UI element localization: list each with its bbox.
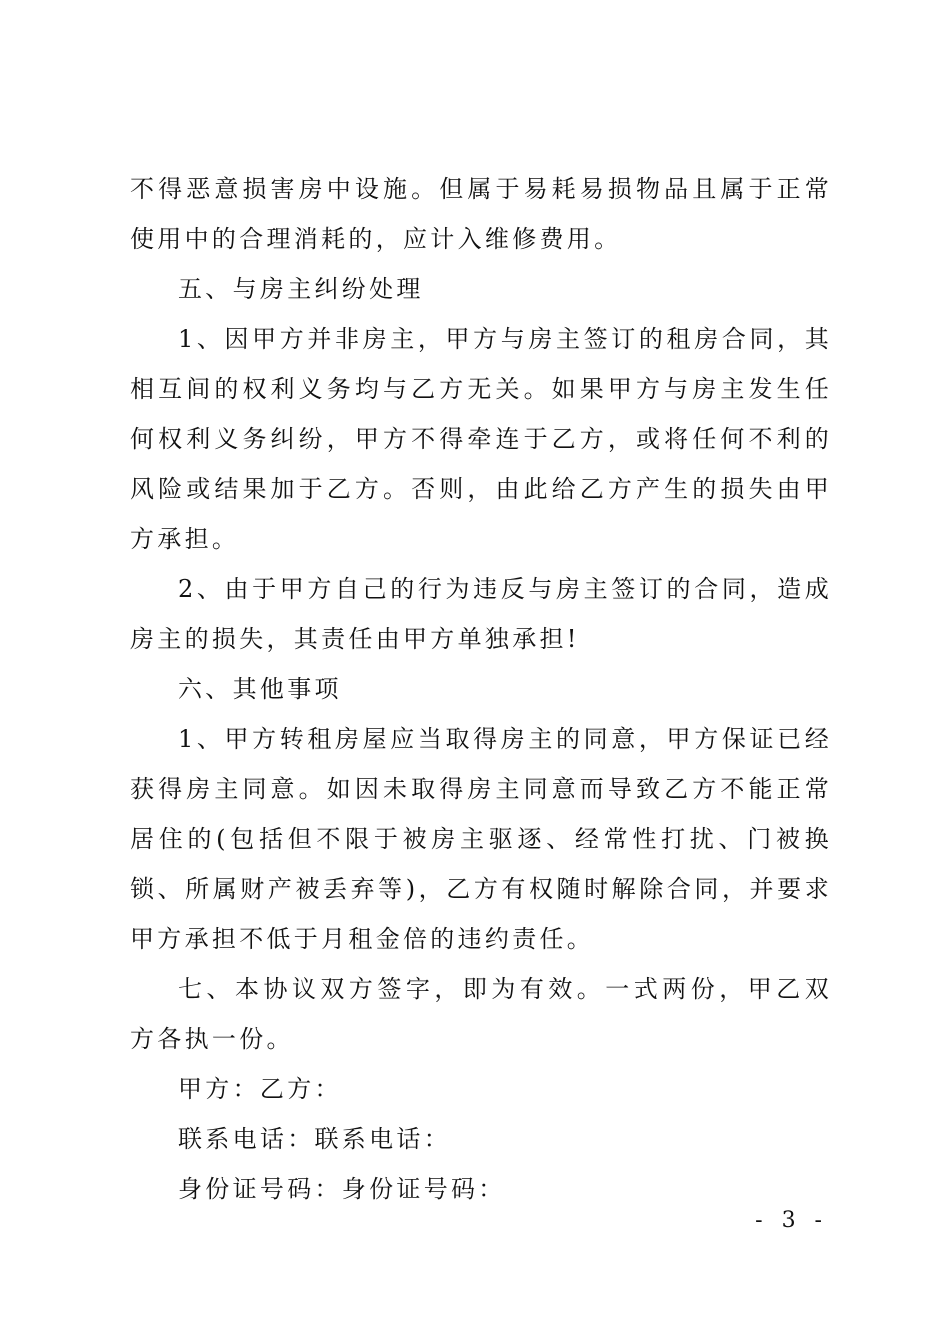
paragraph-effective-clause: 七、本协议双方签字，即为有效。一式两份，甲乙双方各执一份。 xyxy=(130,975,832,1053)
paragraph-other-clause-1: 1、甲方转租房屋应当取得房主的同意，甲方保证已经获得房主同意。如因未取得房主同意而导致乙方不能正常居住的(包括但不限于被房主驱逐、经常性打扰、门被换锁、所属财产被丢弃等)，乙方有权随时解除合同，并要求甲方承担不低于月租金倍的违约责任。 xyxy=(130,725,832,953)
signature-parties: 甲方：乙方： xyxy=(178,1075,342,1103)
signature-phone: 联系电话：联系电话： xyxy=(178,1125,451,1153)
paragraph-maintenance: 不得恶意损害房中设施。但属于易耗易损物品且属于正常使用中的合理消耗的，应计入维修费用。 xyxy=(130,175,832,253)
document-body xyxy=(130,164,832,1214)
signature-id-number: 身份证号码：身份证号码： xyxy=(178,1175,506,1203)
page-number: - 3 - xyxy=(755,1208,828,1233)
section-heading-other-matters: 六、其他事项 xyxy=(178,675,342,703)
section-heading-landlord-dispute: 五、与房主纠纷处理 xyxy=(178,275,424,303)
paragraph-dispute-clause-2: 2、由于甲方自己的行为违反与房主签订的合同，造成房主的损失，其责任由甲方单独承担! xyxy=(130,575,832,653)
paragraph-dispute-clause-1: 1、因甲方并非房主，甲方与房主签订的租房合同，其相互间的权利义务均与乙方无关。如果甲方与房主发生任何权利义务纠纷，甲方不得牵连于乙方，或将任何不利的风险或结果加于乙方。否则，由此给乙方产生的损失由甲方承担。 xyxy=(130,325,832,553)
